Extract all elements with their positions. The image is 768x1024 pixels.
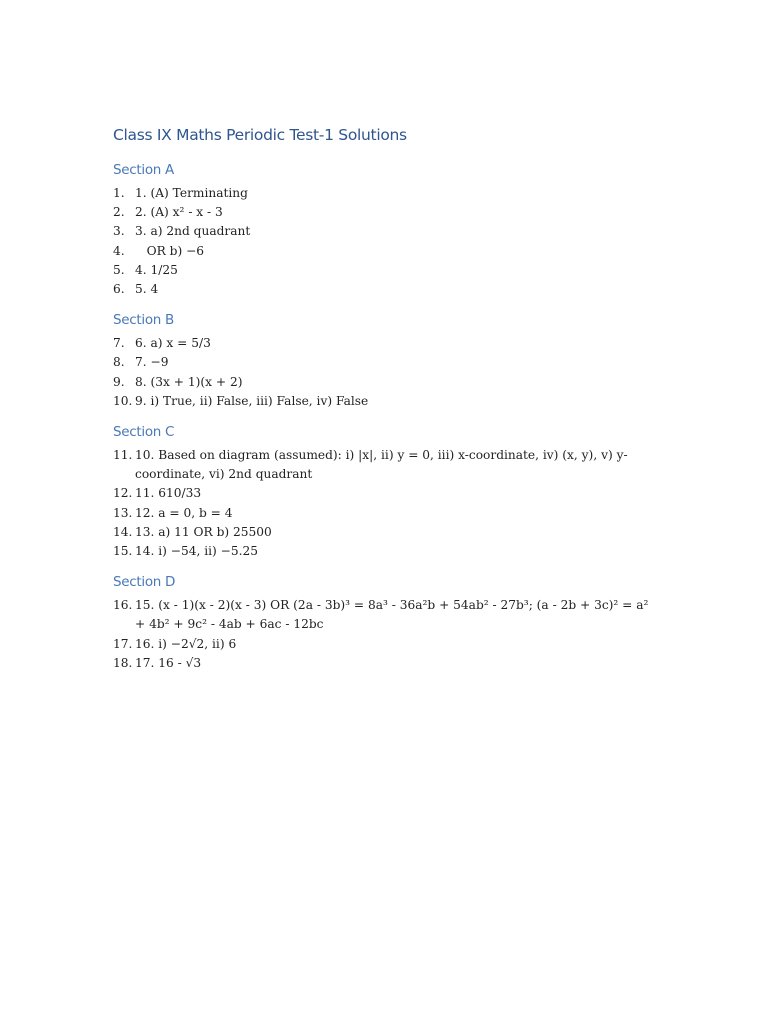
item-text: 15. (x - 1)(x - 2)(x - 3) OR (2a - 3b)³ = 8a³ - 36a²b + 54ab² - 27b³; (a - 2b + 3c)² = a² + 4b² + 9c² - 4ab + 6ac - 12bc: [135, 598, 649, 632]
item-text: 7. −9: [135, 355, 169, 370]
item-text: 10. Based on diagram (assumed): i) |x|, ii) y = 0, iii) x-coordinate, iv) (x, y), v) y-coordinate, vi) 2nd quadrant: [135, 448, 628, 482]
item-text: 14. i) −54, ii) −5.25: [135, 544, 259, 559]
item-number: 14.: [113, 524, 133, 539]
list-item: [113, 222, 653, 241]
list-item: [113, 635, 653, 654]
section-a: [113, 160, 653, 299]
list-item: [113, 523, 653, 542]
list-item: [113, 654, 653, 673]
item-text: 11. 610/33: [135, 486, 202, 501]
section-heading: Section D: [113, 574, 176, 591]
section-b: [113, 310, 653, 411]
list-item: [113, 373, 653, 392]
item-number: 11.: [113, 448, 133, 463]
item-text: 2. (A) x² - x - 3: [135, 205, 223, 220]
section-heading: Section C: [113, 424, 175, 441]
item-number: 12.: [113, 486, 133, 501]
item-text: 17. 16 - √3: [135, 655, 202, 670]
document-content: [113, 124, 653, 684]
item-number: 10.: [113, 393, 133, 408]
list-item: [113, 596, 653, 634]
item-number: 16.: [113, 598, 133, 613]
list-item: [113, 203, 653, 222]
list-item: [113, 392, 653, 411]
section-c: [113, 422, 653, 561]
item-number: 3.: [113, 224, 125, 239]
item-number: 13.: [113, 505, 133, 520]
list-item: [113, 484, 653, 503]
item-text: 1. (A) Terminating: [135, 186, 248, 200]
section-heading: Section A: [113, 162, 174, 178]
item-text: 13. a) 11 OR b) 25500: [135, 524, 272, 539]
list-item: [113, 353, 653, 372]
list-item: [113, 542, 653, 561]
list-item: [113, 504, 653, 523]
item-number: 1.: [113, 186, 125, 200]
list-item: [113, 242, 653, 261]
item-number: 9.: [113, 374, 125, 389]
item-text: 5. 4: [135, 282, 159, 297]
list-item: [113, 446, 653, 484]
item-number: 17.: [113, 636, 133, 651]
section-heading: Section B: [113, 312, 175, 329]
answer-list: [113, 184, 653, 299]
list-item: [113, 184, 653, 203]
item-text: 12. a = 0, b = 4: [135, 505, 233, 520]
item-text: 6. a) x = 5/3: [135, 336, 211, 351]
answer-list: [113, 446, 653, 561]
page-title: Class IX Maths Periodic Test-1 Solutions: [113, 126, 407, 144]
item-number: 4.: [113, 243, 125, 258]
item-text: 3. a) 2nd quadrant: [135, 224, 251, 239]
list-item: [113, 261, 653, 280]
item-number: 15.: [113, 544, 133, 559]
item-number: 5.: [113, 262, 125, 277]
list-item: [113, 280, 653, 299]
item-number: 6.: [113, 282, 125, 297]
list-item: [113, 334, 653, 353]
item-number: 7.: [113, 336, 125, 351]
item-number: 2.: [113, 205, 125, 220]
section-d: [113, 572, 653, 673]
answer-list: [113, 334, 653, 411]
item-number: 18.: [113, 655, 133, 670]
item-text: OR b) −6: [135, 243, 205, 258]
item-text: 8. (3x + 1)(x + 2): [135, 374, 243, 389]
item-text: 4. 1/25: [135, 262, 178, 277]
item-number: 8.: [113, 355, 125, 370]
answer-list: [113, 596, 653, 673]
item-text: 16. i) −2√2, ii) 6: [135, 636, 237, 651]
item-text: 9. i) True, ii) False, iii) False, iv) False: [135, 393, 369, 408]
